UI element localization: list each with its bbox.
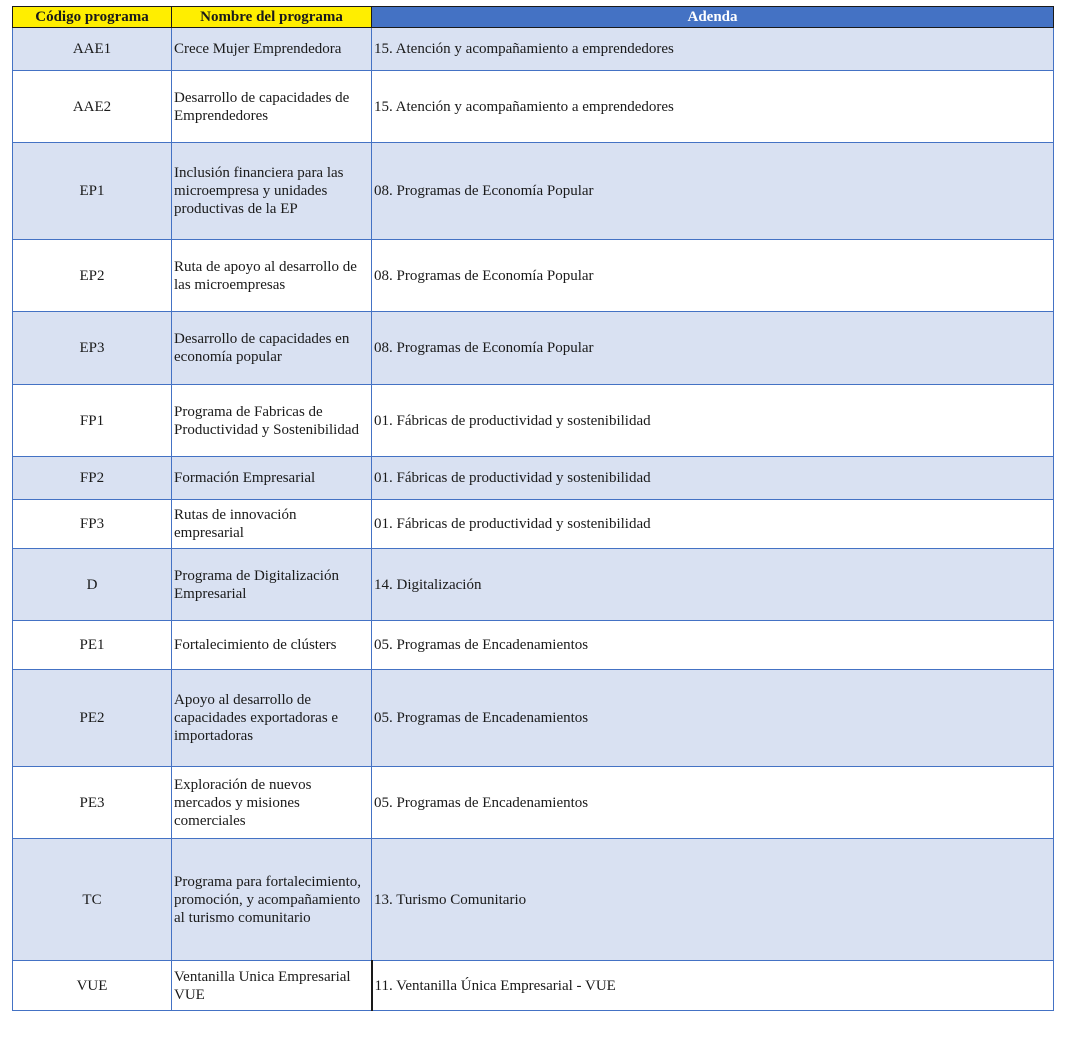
- table-row: [13, 839, 1054, 961]
- header-adenda[interactable]: Adenda: [372, 7, 1054, 28]
- cell-adenda[interactable]: 15. Atención y acompañamiento a emprendedores: [372, 71, 1054, 143]
- cell-code[interactable]: PE1: [13, 621, 172, 670]
- table-row: [13, 549, 1054, 621]
- cell-code[interactable]: EP1: [13, 143, 172, 240]
- cell-code[interactable]: EP3: [13, 312, 172, 385]
- table-row: [13, 240, 1054, 312]
- cell-adenda[interactable]: 08. Programas de Economía Popular: [372, 143, 1054, 240]
- cell-code[interactable]: TC: [13, 839, 172, 961]
- cell-code[interactable]: D: [13, 549, 172, 621]
- spreadsheet: [12, 6, 1053, 1011]
- cell-name[interactable]: Fortalecimiento de clústers: [172, 621, 372, 670]
- cell-name[interactable]: Inclusión financiera para las microempresa y unidades productivas de la EP: [172, 143, 372, 240]
- table-row: [13, 621, 1054, 670]
- table-row: [13, 143, 1054, 240]
- cell-name[interactable]: Exploración de nuevos mercados y misiones comerciales: [172, 767, 372, 839]
- header-name[interactable]: Nombre del programa: [172, 7, 372, 28]
- cell-code[interactable]: AAE2: [13, 71, 172, 143]
- cell-code[interactable]: AAE1: [13, 28, 172, 71]
- cell-adenda[interactable]: 13. Turismo Comunitario: [372, 839, 1054, 961]
- cell-name[interactable]: Desarrollo de capacidades en economía popular: [172, 312, 372, 385]
- cell-name[interactable]: Programa de Fabricas de Productividad y Sostenibilidad: [172, 385, 372, 457]
- cell-name[interactable]: Crece Mujer Emprendedora: [172, 28, 372, 71]
- header-code[interactable]: Código programa: [13, 7, 172, 28]
- cell-adenda[interactable]: 05. Programas de Encadenamientos: [372, 767, 1054, 839]
- cell-adenda[interactable]: 08. Programas de Economía Popular: [372, 312, 1054, 385]
- cell-name[interactable]: Ruta de apoyo al desarrollo de las microempresas: [172, 240, 372, 312]
- cell-name[interactable]: Formación Empresarial: [172, 457, 372, 500]
- table-row: [13, 385, 1054, 457]
- table-row: [13, 500, 1054, 549]
- cell-code[interactable]: FP2: [13, 457, 172, 500]
- programs-table: [12, 6, 1054, 1011]
- cell-name[interactable]: Apoyo al desarrollo de capacidades exportadoras e importadoras: [172, 670, 372, 767]
- cell-adenda[interactable]: 01. Fábricas de productividad y sostenibilidad: [372, 500, 1054, 549]
- cell-adenda[interactable]: 14. Digitalización: [372, 549, 1054, 621]
- table-row: [13, 457, 1054, 500]
- cell-code[interactable]: FP3: [13, 500, 172, 549]
- cell-adenda[interactable]: 05. Programas de Encadenamientos: [372, 621, 1054, 670]
- cell-code[interactable]: FP1: [13, 385, 172, 457]
- cell-name[interactable]: Programa para fortalecimiento, promoción, y acompañamiento al turismo comunitario: [172, 839, 372, 961]
- cell-name[interactable]: Programa de Digitalización Empresarial: [172, 549, 372, 621]
- cell-adenda[interactable]: 15. Atención y acompañamiento a emprendedores: [372, 28, 1054, 71]
- cell-code[interactable]: VUE: [13, 961, 172, 1011]
- table-row: [13, 670, 1054, 767]
- cell-adenda[interactable]: 11. Ventanilla Única Empresarial - VUE: [372, 961, 1054, 1011]
- cell-name[interactable]: Desarrollo de capacidades de Emprendedores: [172, 71, 372, 143]
- cell-adenda[interactable]: 01. Fábricas de productividad y sostenibilidad: [372, 457, 1054, 500]
- cell-adenda[interactable]: 01. Fábricas de productividad y sostenibilidad: [372, 385, 1054, 457]
- table-row: [13, 71, 1054, 143]
- cell-name[interactable]: Ventanilla Unica Empresarial VUE: [172, 961, 372, 1011]
- table-row: [13, 961, 1054, 1011]
- table-row: [13, 767, 1054, 839]
- cell-code[interactable]: EP2: [13, 240, 172, 312]
- cell-name[interactable]: Rutas de innovación empresarial: [172, 500, 372, 549]
- cell-adenda[interactable]: 08. Programas de Economía Popular: [372, 240, 1054, 312]
- cell-code[interactable]: PE2: [13, 670, 172, 767]
- table-row: [13, 28, 1054, 71]
- table-row: [13, 312, 1054, 385]
- header-row: [13, 7, 1054, 28]
- cell-adenda[interactable]: 05. Programas de Encadenamientos: [372, 670, 1054, 767]
- cell-code[interactable]: PE3: [13, 767, 172, 839]
